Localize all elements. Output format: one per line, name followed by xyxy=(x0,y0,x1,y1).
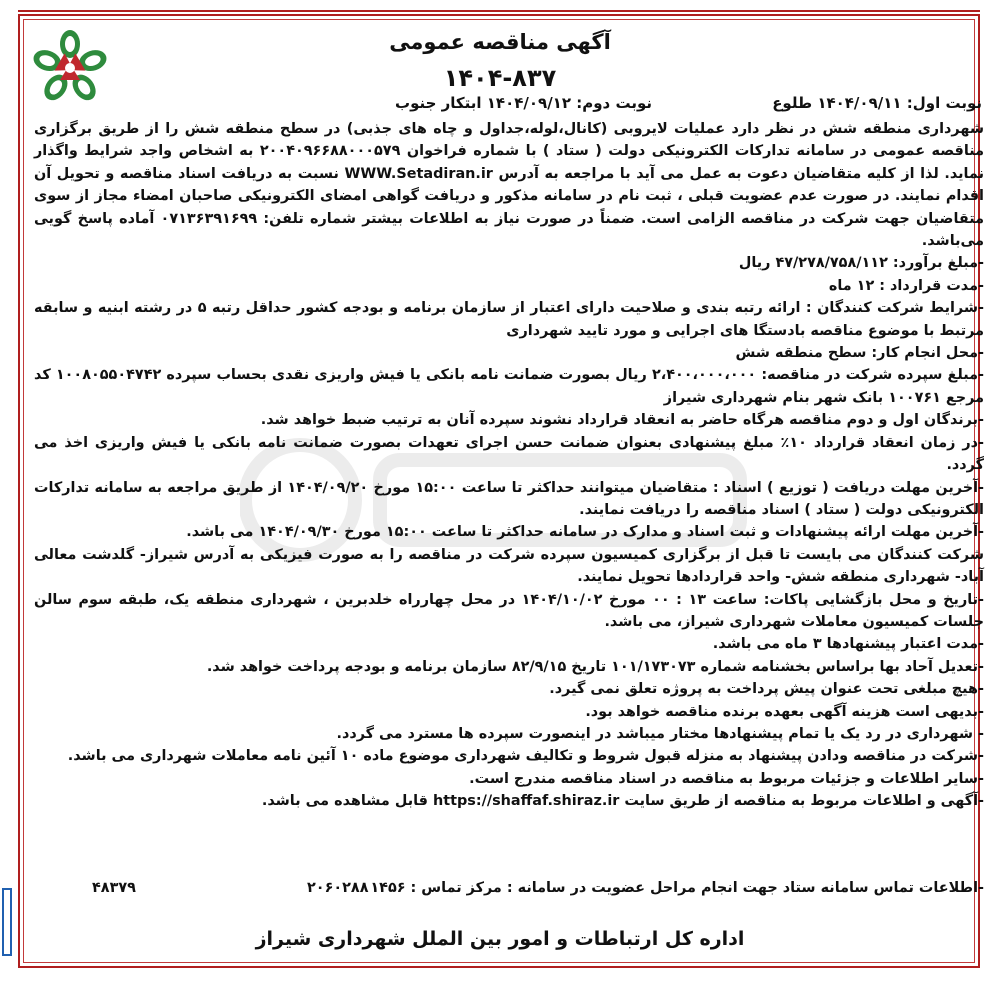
price-adjustment: -تعدیل آحاد بها براساس بخشنامه شماره ۱۰۱/۱۷۳۰۷۳ تاریخ ۸۲/۹/۱۵ سازمان برنامه و بودجه پرداخت خواهد شد. xyxy=(206,658,984,675)
physical-deposit-delivery: شرکت کنندگان می بایست تا قبل از برگزاری کمیسیون سپرده شرکت در مناقصه را به صورت فیزیکی به آدرس شیراز- گلدشت معالی آباد- شهرداری منطقه شش- واحد قراردادها تحویل نمایند. xyxy=(34,546,984,586)
footer-signature: اداره کل ارتباطات و امور بین الملل شهرداری شیراز xyxy=(255,928,745,950)
notice-first: نوبت اول: ۱۴۰۴/۰۹/۱۱ طلوع xyxy=(772,94,982,112)
tender-body xyxy=(34,118,984,813)
page-title: آگهی مناقصه عمومی xyxy=(389,30,611,54)
document-deadline: -آخرین مهلت دریافت ( توزیع ) اسناد : متقاضیان میتوانند حداکثر تا ساعت ۱۵:۰۰ مورخ ۱۴۰۴/۰۹/۲۰ از طریق مراجعه به سامانه تدارکات الکترونیکی دولت ( ستاد ) اسناد مناقصه را دریافت نمایند. xyxy=(34,479,984,518)
proposal-validity: -مدت اعتبار پیشنهادها ۳ ماه می باشد. xyxy=(712,636,984,653)
no-prepayment: -هیچ مبلغی تحت عنوان پیش پرداخت به پروژه تعلق نمی گیرد. xyxy=(549,681,984,698)
work-location: -محل انجام کار: سطح منطقه شش xyxy=(735,345,984,362)
acceptance-of-terms: -شرکت در مناقصه ودادن پیشنهاد به منزله قبول شروط و تکالیف شهرداری موضوع ماده ۱۰ آئین نامه معاملات شهرداری می باشد. xyxy=(67,748,984,765)
intro-paragraph: شهرداری منطقه شش در نظر دارد عملیات لایروبی (کانال،لوله،جداول و چاه های جذبی) در سطح منطقه شش را از طریق برگزاری مناقصه عمومی در سامانه تدارکات الکترونیکی دولت ( ستاد ) با شماره فراخوان ۲۰۰۴۰۹۶۶۸۸۰۰۰۵۷۹ به اشخاص واجد شرایط واگذار نماید. لذا از کلیه متقاضیان دعوت به عمل می آید با مراجعه به آدرس WWW.Setadiran.ir نسبت به دریافت اسناد مناقصه و تحویل آن اقدام نمایند. در صورت عدم عضویت قبلی ، ثبت نام در سامانه مذکور و دریافت گواهی امضای الکترونیکی صاحبان امضاء مجاز از سوی متقاضیان جهت شرکت در مناقصه الزامی است. ضمناً در صورت نیاز به اطلاعات بیشتر شماره تلفن: ۰۷۱۳۶۳۹۱۶۹۹ آماده پاسخ گویی می‌باشد. xyxy=(34,121,985,250)
municipality-logo-icon xyxy=(30,28,110,108)
participant-conditions: -شرایط شرکت کنندگان : ارائه رتبه بندی و صلاحیت دارای اعتبار از سازمان برنامه و بودجه کشور حداقل رتبه ۵ در رشته ابنیه و سابقه مرتبط با موضوع مناقصه بادستگا های اجرایی و مورد تایید شهرداری xyxy=(34,300,984,339)
deposit-amount: -مبلغ سپرده شرکت در مناقصه: ۲،۴۰۰،۰۰۰،۰۰۰ ریال بصورت ضمانت نامه بانکی یا فیش واریزی نقدی بحساب سپرده ۱۰۰۸۰۵۵۰۴۷۴۲ کد مرجع ۱۰۰۷۶۱ بانک شهر بنام شهرداری شیراز xyxy=(34,367,984,406)
performance-guarantee: -در زمان انعقاد قرارداد ۱۰٪ مبلغ پیشنهادی بعنوان ضمانت حسن اجرای تعهدات بصورت ضمانت نامه بانکی یا فیش واریزی اخذ می گردد. xyxy=(34,434,985,474)
contact-info xyxy=(34,880,984,904)
winner-deposit-rule: -برندگان اول و دوم مناقصه هرگاه حاضر به انعقاد قرارداد نشوند سپرده آنان به ترتیب ضبط خواهد شد. xyxy=(260,412,984,429)
other-information: -سایر اطلاعات و جزئیات مربوط به مناقصه در اسناد مناقصه مندرج است. xyxy=(469,770,984,787)
publication-notices xyxy=(150,94,982,118)
contact-label: -اطلاعات تماس سامانه ستاد جهت انجام مراحل عضویت در سامانه : مرکز تماس : ۱۴۵۶ xyxy=(370,880,984,896)
contact-number-1: ۲۰۶۰۲۸۸ xyxy=(307,880,369,896)
contract-duration: -مدت قرارداد : ۱۲ ماه xyxy=(828,277,984,294)
tender-number: ۱۴۰۴-۸۳۷ xyxy=(443,64,557,92)
notice-second: نوبت دوم: ۱۴۰۴/۰۹/۱۲ ابتکار جنوب xyxy=(395,94,652,112)
opening-date-location: -تاریخ و محل بازگشایی پاکات: ساعت ۱۳ : ۰۰ مورخ ۱۴۰۴/۱۰/۰۲ در محل چهارراه خلدبرین ، شهرداری منطقه یک، طبقه سوم سالن جلسات کمیسیون معاملات شهرداری شیراز، می باشد. xyxy=(34,591,985,630)
submission-deadline: -آخرین مهلت ارائه پیشنهادات و ثبت اسناد و مدارک در سامانه حداکثر تا ساعت ۱۵:۰۰ مورخ ۱۴۰۴/۰۹/۳۰ می باشد. xyxy=(186,524,984,541)
rejection-right: - شهرداری در رد یک یا تمام پیشنهادها مختار میباشد در اینصورت سپرده ها مسترد می گردد. xyxy=(336,725,984,742)
ad-cost: -بدیهی است هزینه آگهی بعهده برنده مناقصه خواهد بود. xyxy=(585,703,984,720)
estimate-amount: -مبلغ برآورد: ۴۷/۲۷۸/۷۵۸/۱۱۲ ریال xyxy=(738,255,984,272)
side-edge-mark xyxy=(2,888,12,956)
website-notice: -آگهی و اطلاعات مربوط به مناقصه از طریق سایت https://shaffaf.shiraz.ir قابل مشاهده می باشد. xyxy=(261,793,984,810)
top-border-strip xyxy=(18,0,980,12)
contact-number-2: ۴۸۳۷۹ xyxy=(92,880,136,896)
